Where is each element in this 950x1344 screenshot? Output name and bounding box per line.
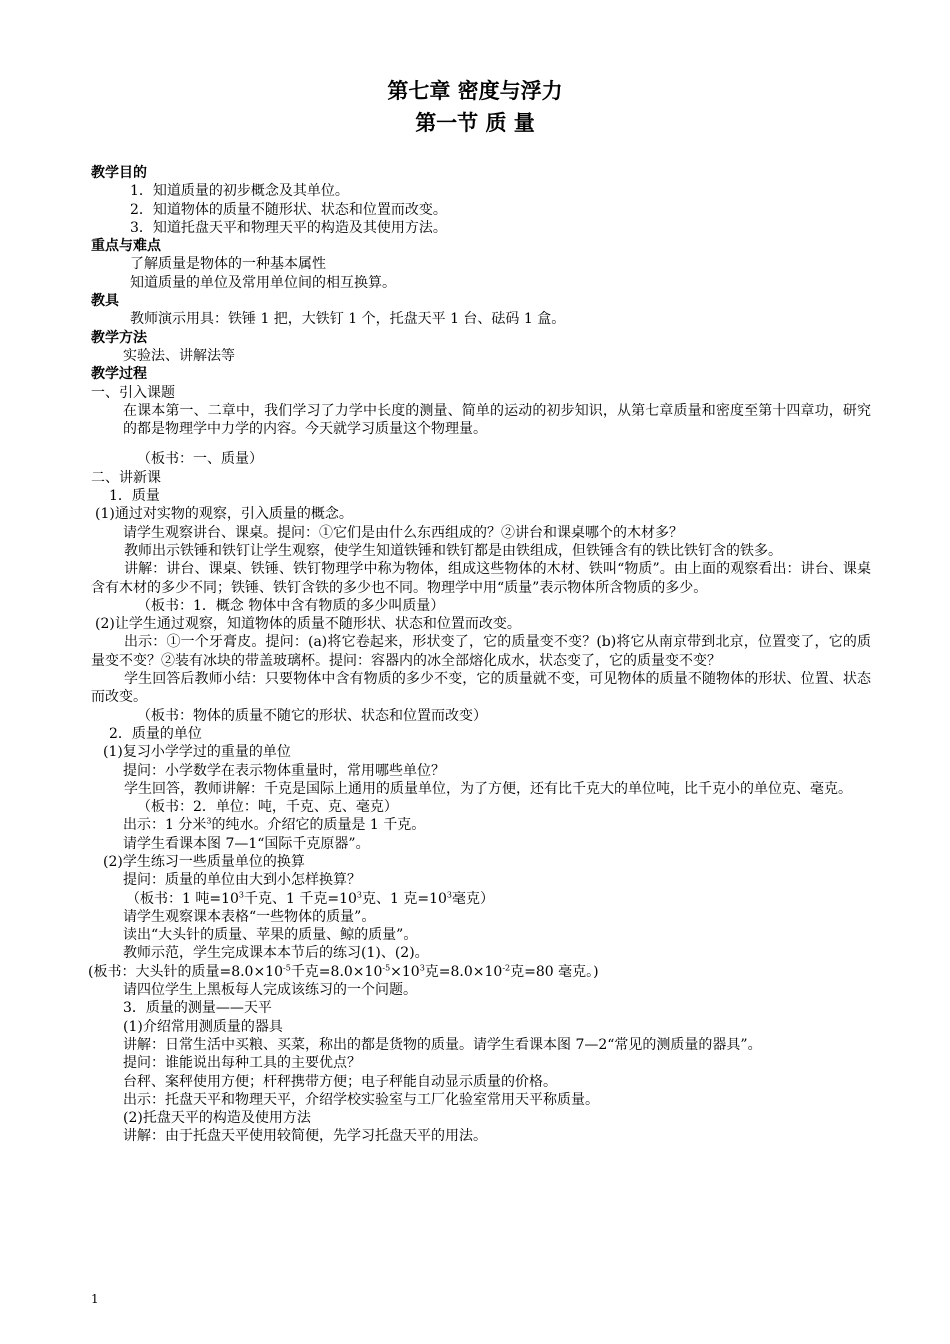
heading-process: 教学过程 [91, 366, 147, 383]
superscript: -5 [382, 963, 391, 973]
paragraph: 出示：托盘天平和物理天平，介绍学校实验室与工厂化验室常用天平称质量。 [123, 1091, 599, 1108]
page-number: 1 [91, 1292, 99, 1306]
paragraph: 讲解：由于托盘天平使用较简便，先学习托盘天平的用法。 [123, 1128, 487, 1145]
document-body [88, 164, 871, 1146]
method-text: 实验法、讲解法等 [123, 347, 235, 364]
paragraph: 请四位学生上黑板每人完成该练习的一个问题。 [123, 982, 417, 999]
superscript: 3 [356, 889, 362, 899]
paragraph: 提问：小学数学在表示物体重量时，常用哪些单位？ [123, 762, 445, 779]
superscript: -5 [283, 963, 291, 973]
sub-item: (1)复习小学学过的重量的单位 [103, 744, 291, 761]
section-title: 第一节 质 量 [415, 110, 535, 135]
paragraph: 教师出示铁锤和铁钉让学生观察，使学生知道铁锤和铁钉都是由铁组成，但铁锤含有的铁比铁钉含的铁多。 [124, 542, 782, 559]
key-point: 了解质量是物体的一种基本属性 [130, 256, 326, 273]
goal-item: 3．知道托盘天平和物理天平的构造及其使用方法。 [130, 219, 447, 236]
paragraph: 出示：①一个牙膏皮。提问：(a)将它卷起来，形状变了，它的质量变不变？(b)将它从南京带到北京，位置变了，它的质量变不变？②装有冰块的带盖玻璃杯。提问：容器内的冰全部熔化成水，状态变了，它的质量变不变？ [91, 634, 871, 669]
text-run: 克、1 克=10 [362, 890, 447, 907]
goal-item: 1．知道质量的初步概念及其单位。 [130, 183, 349, 200]
board-note [88, 963, 871, 981]
paragraph: 教师示范，学生完成课本本节后的练习(1)、(2)。 [123, 945, 429, 962]
paragraph: 讲解：日常生活中买粮、买菜，称出的都是货物的质量。请学生看课本图 7—2“常见的测质量的器具”。 [123, 1036, 762, 1053]
paragraph: 学生回答，教师讲解：千克是国际上通用的质量单位，为了方便，还有比千克大的单位吨，比千克小的单位克、毫克。 [124, 780, 852, 797]
part-heading: 一、引入课题 [91, 384, 175, 401]
text-run: 克=80 毫克。) [510, 963, 599, 980]
superscript: -2 [502, 963, 511, 973]
superscript: 3 [419, 963, 425, 973]
paragraph: 讲解：讲台、课桌、铁锤、铁钉物理学中称为物体，组成这些物体的木材、铁叫“物质”。由上面的观察看出：讲台、课桌含有木材的多少不同；铁锤、铁钉含铁的多少也不同。物理学中用“质量”表示物体所含物质的多少。 [91, 561, 871, 596]
paragraph: 请学生观察讲台、课桌。提问：①它们是由什么东西组成的？②讲台和课桌哪个的木材多？ [123, 524, 683, 541]
heading-method: 教学方法 [91, 329, 147, 346]
paragraph: 台秤、案秤使用方便；杆秤携带方便；电子秤能自动显示质量的价格。 [123, 1073, 557, 1090]
paragraph: 在课本第一、二章中，我们学习了力学中长度的测量、简单的运动的初步知识，从第七章质量和密度至第十四章功，研究的都是物理学中力学的内容。今天就学习质量这个物理量。 [123, 402, 871, 438]
text-run: 千克=8.0×10 [290, 963, 383, 980]
text-run: 的纯水。介绍它的质量是 1 千克。 [211, 817, 426, 834]
paragraph: 提问：谁能说出每种工具的主要优点？ [123, 1055, 361, 1072]
sub-item: (2)托盘天平的构造及使用方法 [123, 1110, 311, 1127]
board-note: （板书：1．概念 物体中含有物质的多少叫质量） [137, 597, 445, 614]
superscript: 3 [238, 889, 244, 899]
sub-item: (2)让学生通过观察，知道物体的质量不随形状、状态和位置而改变。 [95, 616, 521, 633]
sub-heading: 2．质量的单位 [109, 725, 202, 742]
board-note [91, 890, 871, 908]
superscript: 3 [206, 816, 212, 826]
superscript: 3 [446, 889, 452, 899]
tools-text: 教师演示用具：铁锤 1 把，大铁钉 1 个，托盘天平 1 台、砝码 1 盒。 [130, 311, 566, 328]
sub-item: (2)学生练习一些质量单位的换算 [103, 853, 305, 870]
key-point: 知道质量的单位及常用单位间的相互换算。 [130, 274, 396, 291]
text-run: (板书：大头针的质量=8.0×10 [88, 963, 284, 980]
heading-goals: 教学目的 [91, 165, 147, 181]
heading-key-points: 重点与难点 [91, 238, 161, 255]
sub-item: (1)介绍常用测质量的器具 [123, 1018, 283, 1035]
goal-item: 2．知道物体的质量不随形状、状态和位置而改变。 [130, 201, 447, 218]
text-run: 毫克） [452, 890, 494, 907]
text-run: （板书：1 吨=10 [126, 890, 239, 907]
text-run: 出示：1 分米 [123, 817, 207, 834]
text-run: ×10 [390, 963, 420, 980]
sub-item: (1)通过对实物的观察，引入质量的概念。 [95, 506, 353, 523]
paragraph [91, 816, 871, 834]
part-heading: 二、讲新课 [91, 469, 161, 486]
paragraph: 提问：质量的单位由大到小怎样换算？ [123, 872, 361, 889]
sub-heading: 3．质量的测量——天平 [123, 1000, 272, 1017]
chapter-title: 第七章 密度与浮力 [387, 78, 563, 103]
paragraph: 请学生看课本图 7—1“国际千克原器”。 [123, 835, 370, 852]
board-note: （板书：物体的质量不随它的形状、状态和位置而改变） [137, 707, 487, 724]
text-run: 克=8.0×10 [424, 963, 503, 980]
board-note: （板书：一、质量） [137, 451, 263, 468]
board-note: （板书：2．单位：吨，千克、克、毫克） [137, 799, 398, 816]
paragraph: 读出“大头针的质量、苹果的质量、鲸的质量”。 [123, 927, 418, 944]
paragraph: 学生回答后教师小结：只要物体中含有物质的多少不变，它的质量就不变，可见物体的质量不随物体的形状、位置、状态而改变。 [91, 671, 871, 706]
spacer [91, 438, 871, 450]
sub-heading: 1．质量 [109, 488, 160, 505]
heading-tools: 教具 [91, 293, 119, 310]
paragraph: 请学生观察课本表格“一些物体的质量”。 [123, 908, 376, 925]
text-run: 千克、1 千克=10 [244, 890, 357, 907]
